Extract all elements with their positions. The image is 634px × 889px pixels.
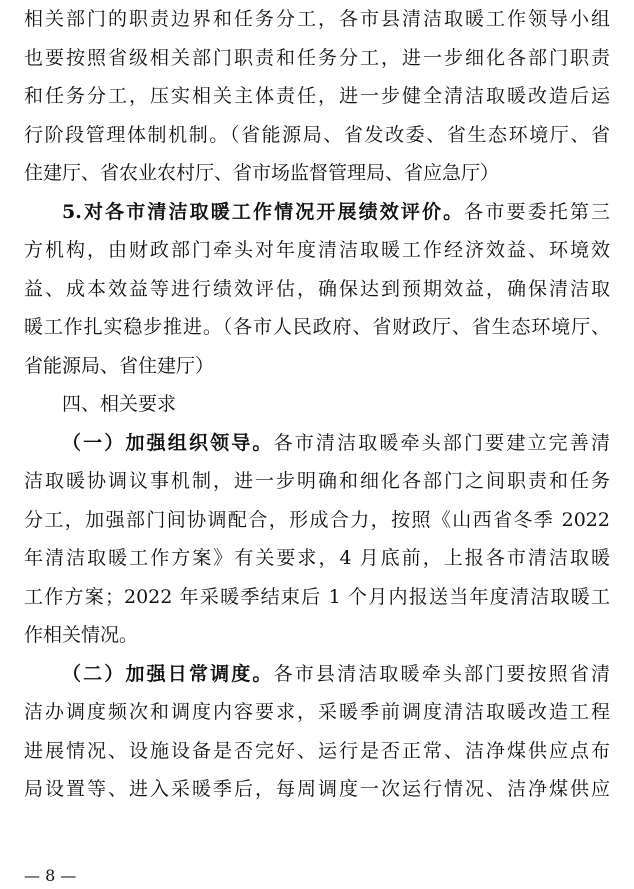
text-line: 暖工作扎实稳步推进。（各市人民政府、省财政厅、省生态环境厅、 xyxy=(24,316,610,338)
paragraph-item-5 xyxy=(24,193,610,386)
text-line: 作相关情况。 xyxy=(24,624,139,646)
text-line: 局设置等、进入采暖季后，每周调度一次运行情况、洁净煤供应 xyxy=(24,778,610,800)
text-line: 住建厅、省农业农村厅、省市场监督管理局、省应急厅） xyxy=(24,162,500,184)
text-line: 洁办调度频次和调度内容要求，采暖季前调度清洁取暖改造工程 xyxy=(24,701,610,723)
text-line: 进展情况、设施设备是否完好、运行是否正常、洁净煤供应点布 xyxy=(24,739,610,762)
item-5-title: 5.对各市清洁取暖工作情况开展绩效评价。 xyxy=(62,200,465,223)
item-5-text: 各市要委托第三 xyxy=(464,200,610,223)
text-line: 方机构，由财政部门牵头对年度清洁取暖工作经济效益、环境效 xyxy=(24,239,610,261)
paragraph-organization xyxy=(24,424,610,655)
document-body xyxy=(24,0,610,809)
text-line: 工作方案；2022 年采暖季结束后 1 个月内报送当年度清洁取暖工 xyxy=(24,585,610,608)
paragraph-responsibilities xyxy=(24,0,610,193)
text-line: 相关部门的职责边界和任务分工，各市县清洁取暖工作领导小组 xyxy=(24,8,610,30)
text-line: 年清洁取暖工作方案》有关要求，4 月底前，上报各市清洁取暖 xyxy=(24,547,610,569)
text-line: 分工，加强部门间协调配合，形成合力，按照《山西省冬季 2022 xyxy=(24,508,610,531)
paragraph-dispatch xyxy=(24,655,610,809)
text-line: 省能源局、省住建厅） xyxy=(24,354,215,377)
page-number: — 8 — xyxy=(24,866,77,885)
text-line xyxy=(24,193,610,232)
subsection-2-text: 各市县清洁取暖牵头部门要按照省清 xyxy=(273,662,610,685)
text-line: 行阶段管理体制机制。（省能源局、省发改委、省生态环境厅、省 xyxy=(24,123,610,146)
text-line: 洁取暖协调议事机制，进一步明确和细化各部门之间职责和任务 xyxy=(24,470,610,492)
text-line: 和任务分工，压实相关主体责任，进一步健全清洁取暖改造后运 xyxy=(24,85,610,107)
subsection-1-title: （一）加强组织领导。 xyxy=(62,431,274,454)
subsection-2-title: （二）加强日常调度。 xyxy=(62,662,274,685)
section-heading: 四、相关要求 xyxy=(62,393,177,415)
text-line xyxy=(24,655,610,694)
text-line: 益、成本效益等进行绩效评估，确保达到预期效益，确保清洁取 xyxy=(24,277,610,300)
subsection-1-text: 各市清洁取暖牵头部门要建立完善清 xyxy=(273,431,610,454)
text-line xyxy=(24,424,610,463)
text-line: 也要按照省级相关部门职责和任务分工，进一步细化各部门职责 xyxy=(24,46,610,69)
